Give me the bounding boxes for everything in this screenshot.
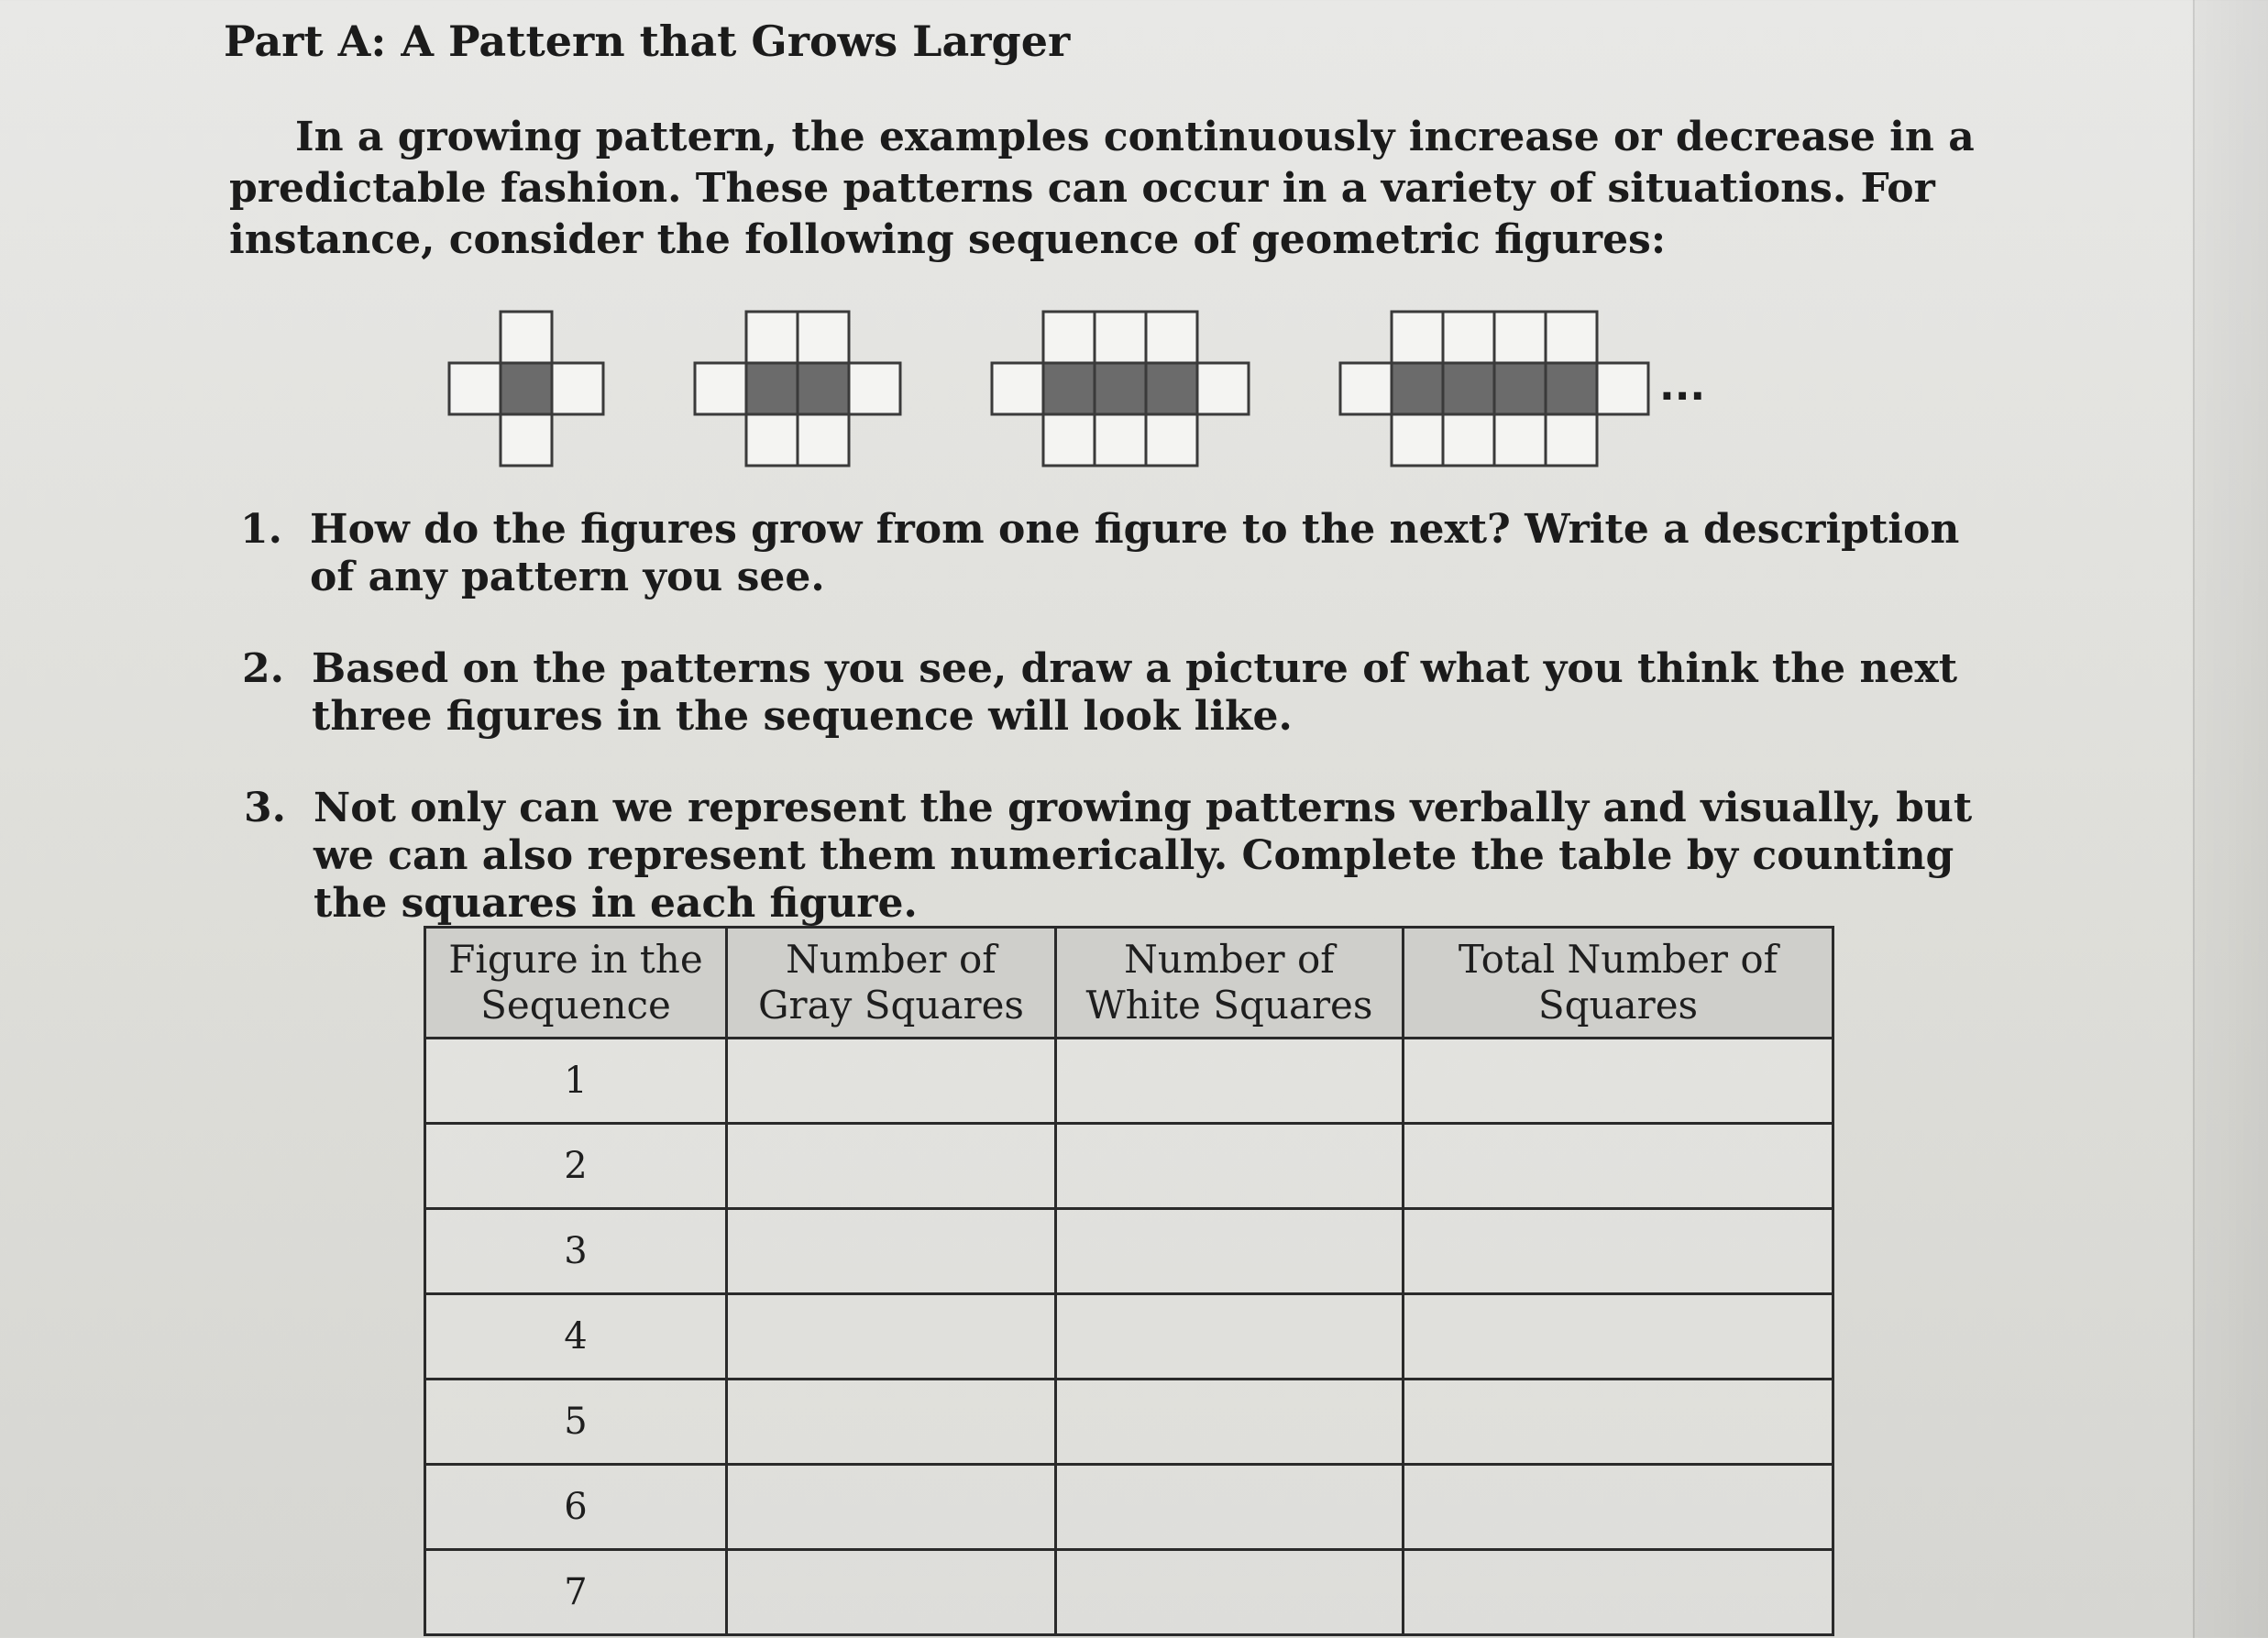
white-square bbox=[1197, 363, 1249, 414]
white-square bbox=[1043, 414, 1095, 466]
header-figure: Figure in the Sequence bbox=[425, 928, 727, 1039]
white-square bbox=[1392, 414, 1443, 466]
gray-square bbox=[798, 363, 849, 414]
gray-square bbox=[1095, 363, 1146, 414]
white-square bbox=[1546, 312, 1597, 363]
white-square bbox=[1043, 312, 1095, 363]
table-row bbox=[425, 1550, 1833, 1635]
gray-square bbox=[1146, 363, 1197, 414]
figure-number-cell: 5 bbox=[425, 1380, 727, 1465]
pattern-figures-svg bbox=[440, 302, 1760, 467]
header-white-squares: Number of White Squares bbox=[1056, 928, 1404, 1039]
white-square bbox=[992, 363, 1043, 414]
white-square bbox=[1392, 312, 1443, 363]
white-square bbox=[1146, 312, 1197, 363]
gray-square bbox=[1043, 363, 1095, 414]
figure-group bbox=[449, 312, 1648, 466]
white-count-cell[interactable] bbox=[1056, 1550, 1404, 1635]
white-square bbox=[501, 414, 552, 466]
table-row bbox=[425, 1039, 1833, 1124]
question-2-text: Based on the patterns you see, draw a picture of what you think the next three figures in the sequence will look like. bbox=[312, 645, 1958, 740]
table-row bbox=[425, 1209, 1833, 1294]
page-edge-shadow bbox=[2193, 0, 2268, 1638]
white-count-cell[interactable] bbox=[1056, 1124, 1404, 1209]
total-count-cell[interactable] bbox=[1404, 1039, 1833, 1124]
total-count-cell[interactable] bbox=[1404, 1124, 1833, 1209]
gray-square bbox=[1494, 363, 1546, 414]
question-1-number: 1. bbox=[240, 506, 282, 553]
figure-number-cell: 1 bbox=[425, 1039, 727, 1124]
squares-table bbox=[424, 926, 1834, 1636]
question-1-text: How do the figures grow from one figure to the next? Write a description of any pattern you see. bbox=[310, 506, 1960, 600]
pattern-figure-2 bbox=[695, 312, 900, 466]
white-square bbox=[501, 312, 552, 363]
section-title: Part A: A Pattern that Grows Larger bbox=[224, 16, 1071, 66]
gray-count-cell[interactable] bbox=[727, 1294, 1056, 1380]
pattern-figure-1 bbox=[449, 312, 603, 466]
white-square bbox=[1146, 414, 1197, 466]
pattern-figure-4 bbox=[1340, 312, 1648, 466]
white-count-cell[interactable] bbox=[1056, 1294, 1404, 1380]
gray-square bbox=[501, 363, 552, 414]
figure-number-cell: 6 bbox=[425, 1465, 727, 1550]
question-3 bbox=[244, 785, 2004, 927]
white-square bbox=[449, 363, 501, 414]
figure-number-cell: 4 bbox=[425, 1294, 727, 1380]
white-count-cell[interactable] bbox=[1056, 1209, 1404, 1294]
table-row bbox=[425, 1380, 1833, 1465]
white-square bbox=[798, 312, 849, 363]
squares-table-container bbox=[424, 926, 1778, 1622]
figures-ellipsis: ... bbox=[1659, 363, 1706, 410]
question-1 bbox=[240, 506, 2000, 607]
white-square bbox=[1494, 414, 1546, 466]
figure-number-cell: 2 bbox=[425, 1124, 727, 1209]
white-square bbox=[746, 414, 798, 466]
gray-square bbox=[1392, 363, 1443, 414]
gray-count-cell[interactable] bbox=[727, 1039, 1056, 1124]
white-count-cell[interactable] bbox=[1056, 1380, 1404, 1465]
gray-square bbox=[1443, 363, 1494, 414]
table-header-row bbox=[425, 928, 1833, 1039]
intro-paragraph: In a growing pattern, the examples continuously increase or decrease in a predictable fashion. These patterns can occur in a variety of situations. For instance, consider the following sequence of geometric figures: bbox=[229, 114, 1975, 263]
gray-count-cell[interactable] bbox=[727, 1380, 1056, 1465]
white-square bbox=[1095, 414, 1146, 466]
white-square bbox=[746, 312, 798, 363]
table-row bbox=[425, 1124, 1833, 1209]
white-square bbox=[849, 363, 900, 414]
table-row bbox=[425, 1465, 1833, 1550]
white-square bbox=[1443, 312, 1494, 363]
gray-count-cell[interactable] bbox=[727, 1209, 1056, 1294]
white-square bbox=[1546, 414, 1597, 466]
pattern-figures bbox=[440, 302, 1760, 467]
table-row bbox=[425, 1294, 1833, 1380]
white-square bbox=[1095, 312, 1146, 363]
white-square bbox=[1340, 363, 1392, 414]
question-3-text: Not only can we represent the growing patterns verbally and visually, but we can also represent them numerically. Complete the table by counting the squares in each figure. bbox=[314, 785, 1973, 927]
total-count-cell[interactable] bbox=[1404, 1209, 1833, 1294]
total-count-cell[interactable] bbox=[1404, 1380, 1833, 1465]
white-square bbox=[798, 414, 849, 466]
white-square bbox=[1443, 414, 1494, 466]
header-total-squares: Total Number of Squares bbox=[1404, 928, 1833, 1039]
white-square bbox=[1494, 312, 1546, 363]
question-2 bbox=[242, 645, 2002, 746]
white-count-cell[interactable] bbox=[1056, 1465, 1404, 1550]
gray-square bbox=[1546, 363, 1597, 414]
white-square bbox=[552, 363, 603, 414]
total-count-cell[interactable] bbox=[1404, 1550, 1833, 1635]
white-square bbox=[1597, 363, 1648, 414]
total-count-cell[interactable] bbox=[1404, 1465, 1833, 1550]
figure-number-cell: 3 bbox=[425, 1209, 727, 1294]
white-count-cell[interactable] bbox=[1056, 1039, 1404, 1124]
pattern-figure-3 bbox=[992, 312, 1249, 466]
total-count-cell[interactable] bbox=[1404, 1294, 1833, 1380]
white-square bbox=[695, 363, 746, 414]
question-3-number: 3. bbox=[244, 785, 286, 831]
gray-count-cell[interactable] bbox=[727, 1550, 1056, 1635]
figure-number-cell: 7 bbox=[425, 1550, 727, 1635]
gray-count-cell[interactable] bbox=[727, 1124, 1056, 1209]
gray-square bbox=[746, 363, 798, 414]
question-2-number: 2. bbox=[242, 645, 284, 692]
gray-count-cell[interactable] bbox=[727, 1465, 1056, 1550]
header-gray-squares: Number of Gray Squares bbox=[727, 928, 1056, 1039]
